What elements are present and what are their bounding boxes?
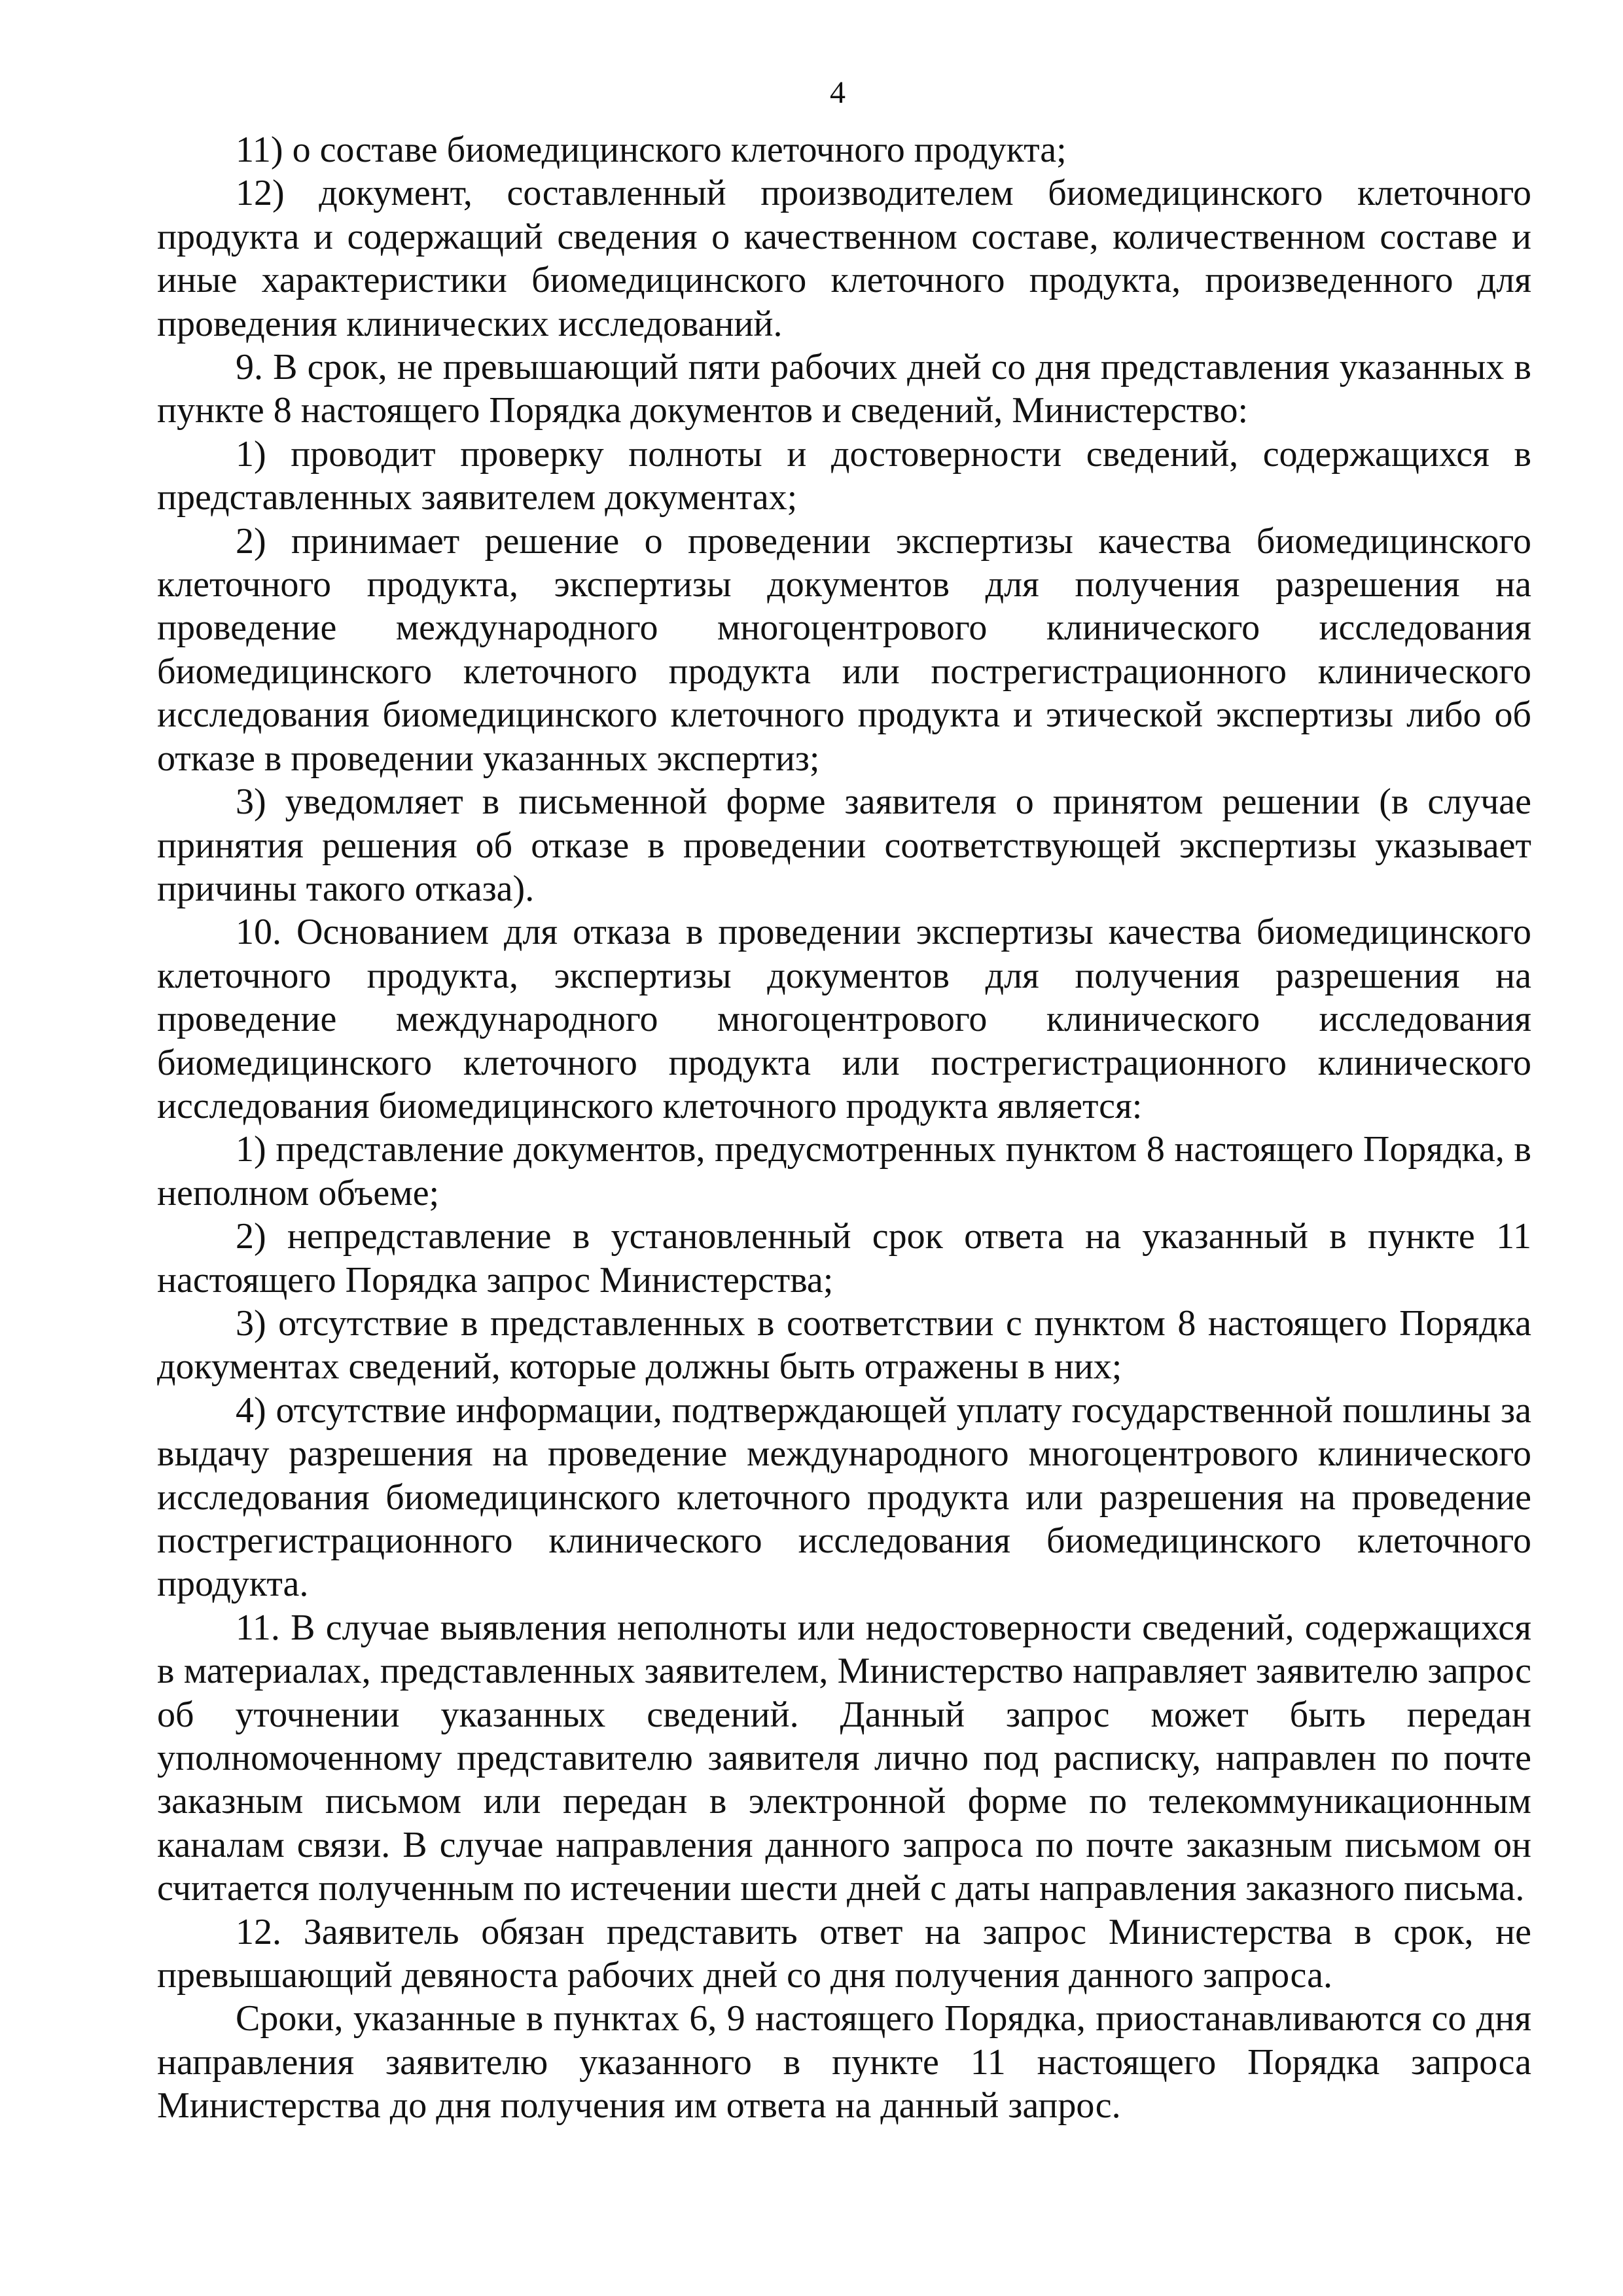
document-body — [157, 128, 1531, 2128]
clause-9-item-3: 3) уведомляет в письменной форме заявителя о принятом решении (в случае принятия решения об отказе в проведении соответствующей экспертизы указывает причины такого отказа). — [157, 781, 1531, 909]
clause-9-ministry-actions: 9. В срок, не превышающий пяти рабочих дней со дня представления указанных в пункте 8 настоящего Порядка документов и сведений, Министерство: — [157, 347, 1531, 431]
clause-10-item-3: 3) отсутствие в представленных в соответствии с пунктом 8 настоящего Порядка документах сведений, которые должны быть отражены в них; — [157, 1302, 1531, 1388]
page-number: 4 — [830, 75, 846, 110]
item-11-composition: 11) о составе биомедицинского клеточного продукта; — [236, 130, 1067, 170]
clause-12-response: 12. Заявитель обязан представить ответ на запрос Министерства в срок, не превышающий девяноста рабочих дней со дня получения данного запроса. — [157, 1911, 1531, 1996]
clause-11-request: 11. В случае выявления неполноты или недостоверности сведений, содержащихся в материалах, представленных заявителем, Министерство направляет заявителю запрос об уточнении указанных сведений. Данный запрос может быть передан уполномоченному представителю заявителя лично под расписку, направлен по почте заказным письмом или передан в электронной форме по телекоммуникационным каналам связи. В случае направления данного запроса по почте заказным письмом он считается полученным по истечении шести дней с даты направления заказного письма. — [157, 1607, 1531, 1909]
clause-9-item-1: 1) проводит проверку полноты и достоверности сведений, содержащихся в представленных заявителем документах; — [157, 433, 1531, 518]
clause-10-refusal-grounds: 10. Основанием для отказа в проведении экспертизы качества биомедицинского клеточного продукта, экспертизы документов для получения разрешения на проведение международного многоцентрового клинического исследования биомедицинского клеточного продукта или пострегистрационного клинического исследования биомедицинского клеточного продукта является: — [157, 912, 1531, 1126]
clause-9-item-2: 2) принимает решение о проведении экспертизы качества биомедицинского клеточного продукта, экспертизы документов для получения разрешения на проведение международного многоцентрового клинического исследования биомедицинского клеточного продукта или пострегистрационного клинического исследования биомедицинского клеточного продукта и этической экспертизы либо об отказе в проведении указанных экспертиз; — [157, 520, 1531, 779]
clause-10-item-4: 4) отсутствие информации, подтверждающей уплату государственной пошлины за выдачу разрешения на проведение международного многоцентрового клинического исследования биомедицинского клеточного продукта или разрешения на проведение пострегистрационного клинического исследования биомедицинского клеточного продукта. — [157, 1390, 1531, 1605]
deadlines-suspension: Сроки, указанные в пунктах 6, 9 настоящего Порядка, приостанавливаются со дня направления заявителю указанного в пункте 11 настоящего Порядка запроса Министерства до дня получения им ответа на данный запрос. — [157, 1998, 1531, 2126]
clause-10-item-1: 1) представление документов, предусмотренных пунктом 8 настоящего Порядка, в неполном объеме; — [157, 1129, 1531, 1213]
item-12-manufacturer-document: 12) документ, составленный производителем биомедицинского клеточного продукта и содержащий сведения о качественном составе, количественном составе и иные характеристики биомедицинского клеточного продукта, произведенного для проведения клинических исследований. — [157, 173, 1531, 344]
clause-10-item-2: 2) непредставление в установленный срок ответа на указанный в пункте 11 настоящего Порядка запрос Министерства; — [157, 1216, 1531, 1300]
